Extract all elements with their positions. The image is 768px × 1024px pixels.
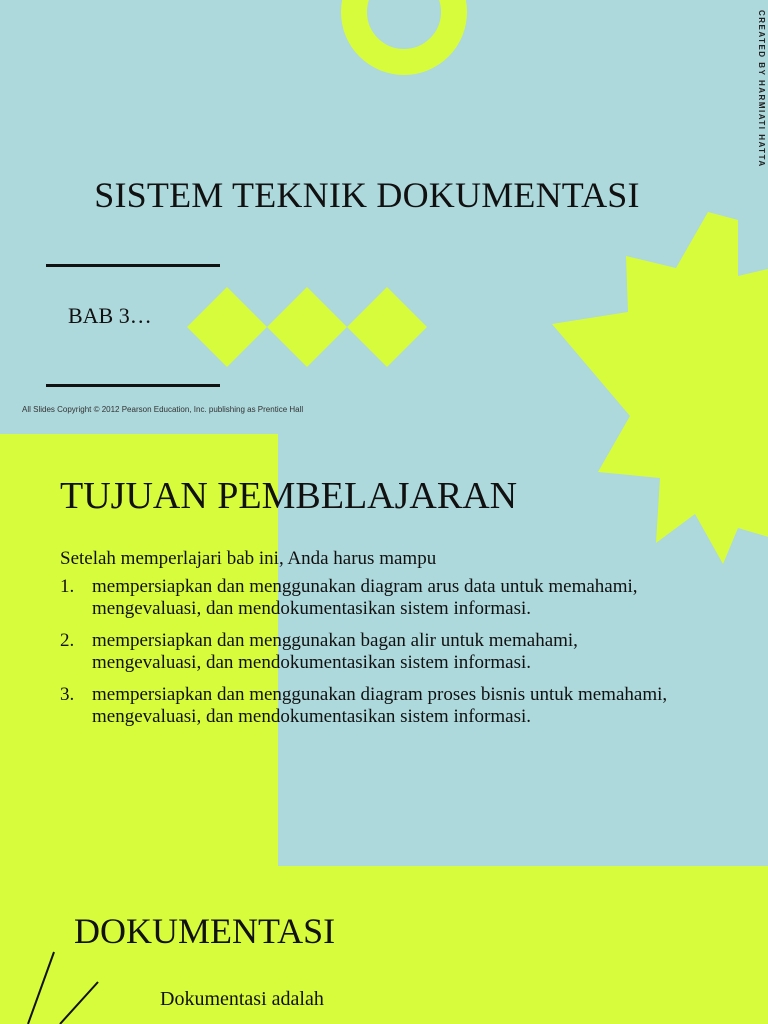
slide-title: DOKUMENTASI: [74, 911, 336, 951]
chapter-label: BAB 3…: [68, 303, 152, 328]
body-text: Dokumentasi adalah: [160, 988, 324, 1010]
starburst-decoration: [548, 208, 768, 638]
list-item: 3. mempersiapkan dan menggunakan diagram proses bisnis untuk memahami, mengevaluasi, dan mendokumentasikan sistem informasi.: [60, 684, 668, 727]
slide-title: SISTEM TEKNIK DOKUMENTASI: [94, 175, 640, 215]
ring-decoration: [340, 0, 470, 90]
documentation-slide: [0, 866, 768, 1024]
divider-bottom: [46, 384, 220, 387]
list-item: 2. mempersiapkan dan menggunakan bagan alir untuk memahami, mengevaluasi, dan mendokumentasikan sistem informasi.: [60, 630, 578, 673]
copyright-note: All Slides Copyright © 2012 Pearson Education, Inc. publishing as Prentice Hall: [22, 405, 304, 414]
slide-title: TUJUAN PEMBELAJARAN: [60, 475, 518, 517]
intro-text: Setelah memperlajari bab ini, Anda harus mampu: [60, 548, 437, 569]
line-accent-decoration: [20, 946, 110, 1024]
diamond-row-decoration: [185, 285, 430, 369]
author-credit: CREATED BY HARMIATI HATTA: [757, 10, 766, 168]
list-item: 1. mempersiapkan dan menggunakan diagram arus data untuk memahami, mengevaluasi, dan mendokumentasikan sistem informasi.: [60, 576, 638, 619]
divider-top: [46, 264, 220, 267]
